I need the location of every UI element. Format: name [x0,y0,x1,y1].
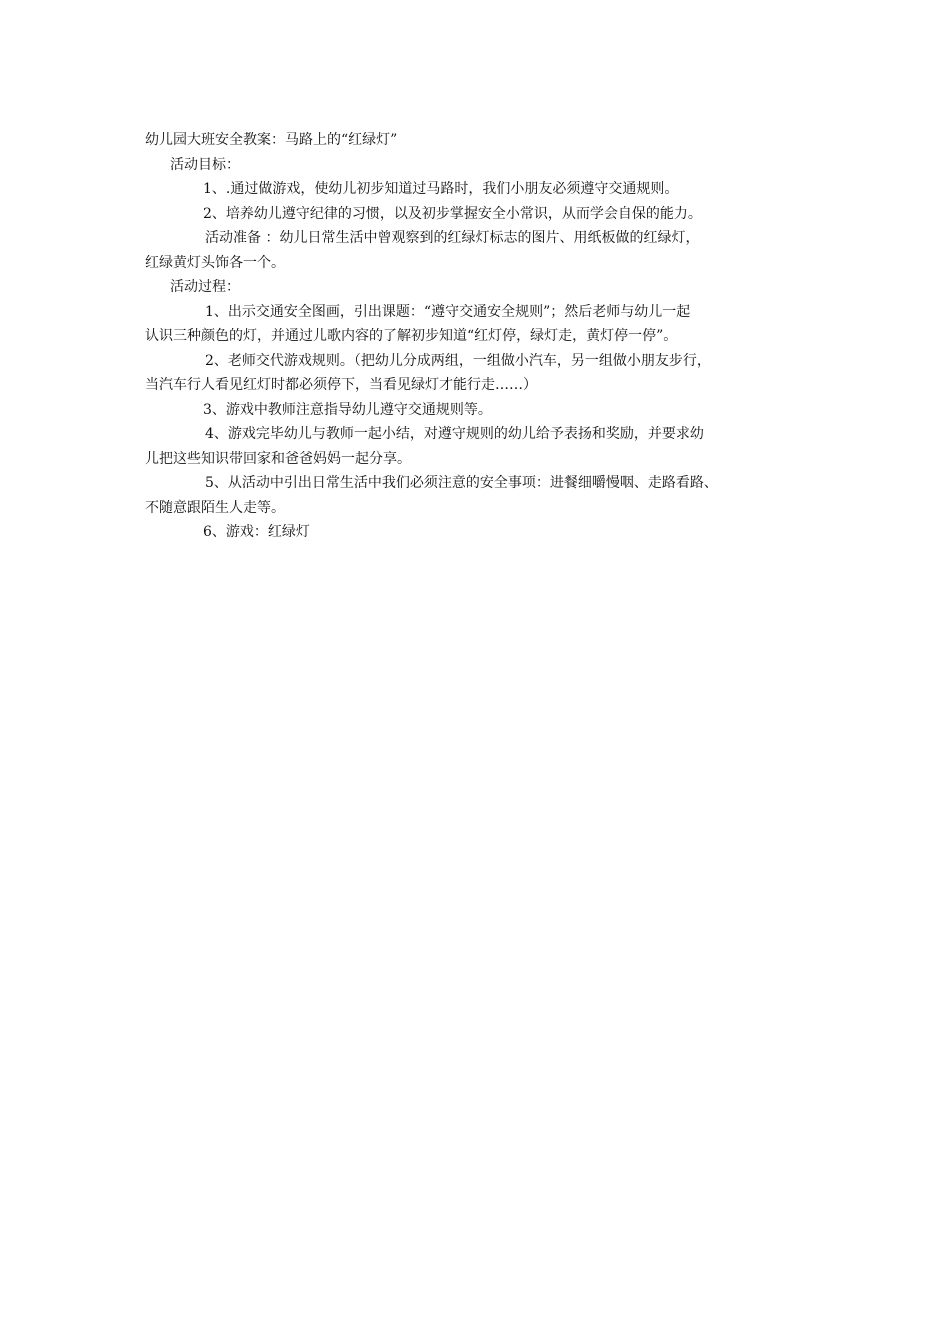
document-title: 幼儿园大班安全教案：马路上的“红绿灯” [145,132,398,148]
objective-item: 2、培养幼儿遵守纪律的习惯，以及初步掌握安全小常识，从而学会自保的能力。 [203,205,702,222]
process-step-4-continued: 儿把这些知识带回家和爸爸妈妈一起分享。 [145,450,411,467]
process-step-3: 3、游戏中教师注意指导幼儿遵守交通规则等。 [203,401,492,418]
process-step-2: 2、老师交代游戏规则。（把幼儿分成两组，一组做小汽车，另一组做小朋友步行， [205,352,711,369]
process-step-1: 1、出示交通安全图画，引出课题：“遵守交通安全规则”；然后老师与幼儿一起 [205,303,691,320]
process-heading: 活动过程： [170,279,240,295]
process-step-4: 4、游戏完毕幼儿与教师一起小结，对遵守规则的幼儿给予表扬和奖励，并要求幼 [205,426,704,442]
preparation-text-continued: 红绿黄灯头饰各一个。 [145,254,285,271]
process-step-5-continued: 不随意跟陌生人走等。 [145,499,285,516]
preparation-text: 活动准备 ：幼儿日常生活中曾观察到的红绿灯标志的图片、用纸板做的红绿灯， [205,230,700,246]
process-step-1-continued: 认识三种颜色的灯，并通过儿歌内容的了解初步知道“红灯停，绿灯走，黄灯停一停”。 [145,328,678,344]
objectives-heading: 活动目标： [170,156,240,173]
process-step-2-continued: 当汽车行人看见红灯时都必须停下，当看见绿灯才能行走……） [145,377,537,393]
document-body [145,128,825,545]
process-step-6: 6、游戏：红绿灯 [203,524,310,540]
objective-item: 1、.通过做游戏，使幼儿初步知道过马路时，我们小朋友必须遵守交通规则。 [203,181,679,197]
process-step-5: 5、从活动中引出日常生活中我们必须注意的安全事项：进餐细嚼慢咽、走路看路、 [205,475,718,491]
